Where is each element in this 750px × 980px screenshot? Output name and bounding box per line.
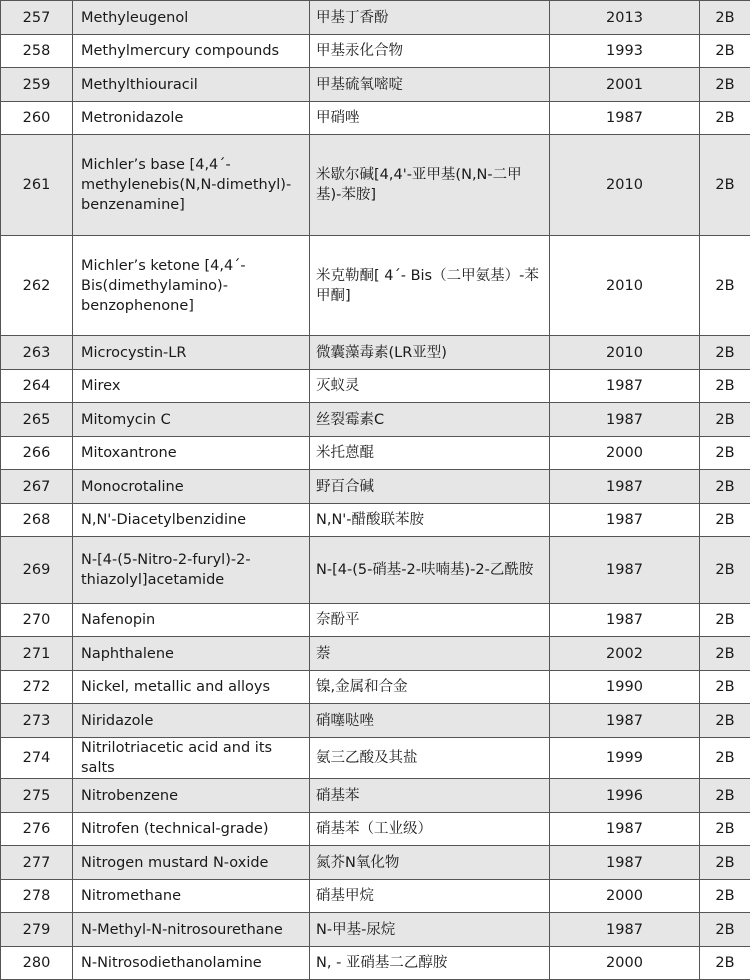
group-classification: 2B	[700, 102, 750, 135]
table-row	[1, 880, 750, 913]
evaluation-year: 2010	[550, 135, 700, 236]
row-number: 263	[1, 336, 73, 370]
table-row	[1, 1, 750, 35]
group-classification: 2B	[700, 135, 750, 236]
table-row	[1, 336, 750, 370]
row-number: 279	[1, 913, 73, 947]
evaluation-year: 1987	[550, 102, 700, 135]
agent-name-chinese: 米歇尔碱[4,4'-亚甲基(N,N-二甲基)-苯胺]	[310, 135, 550, 236]
group-classification: 2B	[700, 671, 750, 704]
group-classification: 2B	[700, 470, 750, 504]
agent-name-chinese: 米克勒酮[ 4´- Bis（二甲氨基）-苯甲酮]	[310, 236, 550, 336]
evaluation-year: 1999	[550, 738, 700, 779]
evaluation-year: 2001	[550, 68, 700, 102]
agent-name-chinese: 甲基汞化合物	[310, 35, 550, 68]
table-row	[1, 504, 750, 537]
agent-name-chinese: 甲基硫氧嘧啶	[310, 68, 550, 102]
group-classification: 2B	[700, 738, 750, 779]
agent-name-chinese: 甲硝唑	[310, 102, 550, 135]
group-classification: 2B	[700, 35, 750, 68]
group-classification: 2B	[700, 779, 750, 813]
evaluation-year: 1993	[550, 35, 700, 68]
agent-name-chinese: 硝基甲烷	[310, 880, 550, 913]
row-number: 276	[1, 813, 73, 846]
agent-name-chinese: 米托蒽醌	[310, 437, 550, 470]
table-row	[1, 671, 750, 704]
row-number: 260	[1, 102, 73, 135]
table-row	[1, 68, 750, 102]
evaluation-year: 1987	[550, 846, 700, 880]
group-classification: 2B	[700, 403, 750, 437]
agent-name-chinese: 萘	[310, 637, 550, 671]
table-row	[1, 236, 750, 336]
agent-name: N-[4-(5-Nitro-2-furyl)-2-thiazolyl]acetamide	[73, 537, 310, 604]
table-row	[1, 370, 750, 403]
agent-name: Niridazole	[73, 704, 310, 738]
group-classification: 2B	[700, 947, 750, 980]
agent-name: Microcystin-LR	[73, 336, 310, 370]
agent-name: Nitrofen (technical-grade)	[73, 813, 310, 846]
agent-name: Metronidazole	[73, 102, 310, 135]
group-classification: 2B	[700, 504, 750, 537]
table-row	[1, 813, 750, 846]
agent-name-chinese: N,N'-醋酸联苯胺	[310, 504, 550, 537]
agent-name-chinese: N-甲基-尿烷	[310, 913, 550, 947]
agent-name-chinese: 氨三乙酸及其盐	[310, 738, 550, 779]
evaluation-year: 1996	[550, 779, 700, 813]
agent-name: Michler’s ketone [4,4´-Bis(dimethylamino)-benzophenone]	[73, 236, 310, 336]
agent-name-chinese: 氮芥N氧化物	[310, 846, 550, 880]
row-number: 261	[1, 135, 73, 236]
table-row	[1, 637, 750, 671]
agent-name: Nafenopin	[73, 604, 310, 637]
group-classification: 2B	[700, 537, 750, 604]
group-classification: 2B	[700, 68, 750, 102]
evaluation-year: 2010	[550, 236, 700, 336]
table-row	[1, 403, 750, 437]
row-number: 272	[1, 671, 73, 704]
agent-name-chinese: 野百合碱	[310, 470, 550, 504]
agent-name: Methylmercury compounds	[73, 35, 310, 68]
group-classification: 2B	[700, 604, 750, 637]
agent-name: Michler’s base [4,4´-methylenebis(N,N-dimethyl)-benzenamine]	[73, 135, 310, 236]
agent-name: Nitromethane	[73, 880, 310, 913]
row-number: 262	[1, 236, 73, 336]
group-classification: 2B	[700, 813, 750, 846]
table-row	[1, 947, 750, 980]
table-row	[1, 470, 750, 504]
agent-name: Naphthalene	[73, 637, 310, 671]
group-classification: 2B	[700, 880, 750, 913]
agent-name-chinese: N-[4-(5-硝基-2-呋喃基)-2-乙酰胺	[310, 537, 550, 604]
table-row	[1, 738, 750, 779]
row-number: 268	[1, 504, 73, 537]
row-number: 267	[1, 470, 73, 504]
row-number: 259	[1, 68, 73, 102]
row-number: 269	[1, 537, 73, 604]
evaluation-year: 1987	[550, 370, 700, 403]
row-number: 265	[1, 403, 73, 437]
agent-name: Nickel, metallic and alloys	[73, 671, 310, 704]
row-number: 275	[1, 779, 73, 813]
row-number: 258	[1, 35, 73, 68]
agent-name: N-Nitrosodiethanolamine	[73, 947, 310, 980]
group-classification: 2B	[700, 370, 750, 403]
agent-name: Mitoxantrone	[73, 437, 310, 470]
agent-name-chinese: 硝基苯	[310, 779, 550, 813]
evaluation-year: 1987	[550, 604, 700, 637]
agent-name: Monocrotaline	[73, 470, 310, 504]
row-number: 274	[1, 738, 73, 779]
table-row	[1, 604, 750, 637]
agent-name: Methylthiouracil	[73, 68, 310, 102]
table-row	[1, 704, 750, 738]
evaluation-year: 1987	[550, 913, 700, 947]
agent-name-chinese: 微囊藻毒素(LR亚型)	[310, 336, 550, 370]
table-row	[1, 913, 750, 947]
row-number: 257	[1, 1, 73, 35]
table-row	[1, 135, 750, 236]
table-row	[1, 537, 750, 604]
agent-name-chinese: 硝噻哒唑	[310, 704, 550, 738]
evaluation-year: 2013	[550, 1, 700, 35]
row-number: 264	[1, 370, 73, 403]
group-classification: 2B	[700, 437, 750, 470]
row-number: 280	[1, 947, 73, 980]
group-classification: 2B	[700, 1, 750, 35]
evaluation-year: 2002	[550, 637, 700, 671]
agent-name: Methyleugenol	[73, 1, 310, 35]
evaluation-year: 1987	[550, 403, 700, 437]
group-classification: 2B	[700, 236, 750, 336]
agent-name: Nitrogen mustard N-oxide	[73, 846, 310, 880]
agent-name: Mitomycin C	[73, 403, 310, 437]
agent-name-chinese: 硝基苯（工业级）	[310, 813, 550, 846]
row-number: 266	[1, 437, 73, 470]
group-classification: 2B	[700, 913, 750, 947]
agent-name: N,N'-Diacetylbenzidine	[73, 504, 310, 537]
agent-name: Nitrilotriacetic acid and its salts	[73, 738, 310, 779]
agent-name-chinese: N, - 亚硝基二乙醇胺	[310, 947, 550, 980]
table-row	[1, 35, 750, 68]
evaluation-year: 2000	[550, 880, 700, 913]
agent-name-chinese: 甲基丁香酚	[310, 1, 550, 35]
evaluation-year: 2000	[550, 437, 700, 470]
table-row	[1, 437, 750, 470]
group-classification: 2B	[700, 704, 750, 738]
group-classification: 2B	[700, 637, 750, 671]
evaluation-year: 1987	[550, 537, 700, 604]
table-row	[1, 779, 750, 813]
evaluation-year: 1987	[550, 813, 700, 846]
row-number: 273	[1, 704, 73, 738]
evaluation-year: 2010	[550, 336, 700, 370]
evaluation-year: 2000	[550, 947, 700, 980]
evaluation-year: 1990	[550, 671, 700, 704]
agent-name-chinese: 灭蚁灵	[310, 370, 550, 403]
row-number: 278	[1, 880, 73, 913]
row-number: 277	[1, 846, 73, 880]
agent-name: Nitrobenzene	[73, 779, 310, 813]
agent-name-chinese: 镍,金属和合金	[310, 671, 550, 704]
table-row	[1, 846, 750, 880]
agent-name: Mirex	[73, 370, 310, 403]
agent-name-chinese: 奈酚平	[310, 604, 550, 637]
group-classification: 2B	[700, 846, 750, 880]
agent-name-chinese: 丝裂霉素C	[310, 403, 550, 437]
group-classification: 2B	[700, 336, 750, 370]
evaluation-year: 1987	[550, 504, 700, 537]
evaluation-year: 1987	[550, 704, 700, 738]
row-number: 271	[1, 637, 73, 671]
row-number: 270	[1, 604, 73, 637]
table-row	[1, 102, 750, 135]
evaluation-year: 1987	[550, 470, 700, 504]
agent-name: N-Methyl-N-nitrosourethane	[73, 913, 310, 947]
